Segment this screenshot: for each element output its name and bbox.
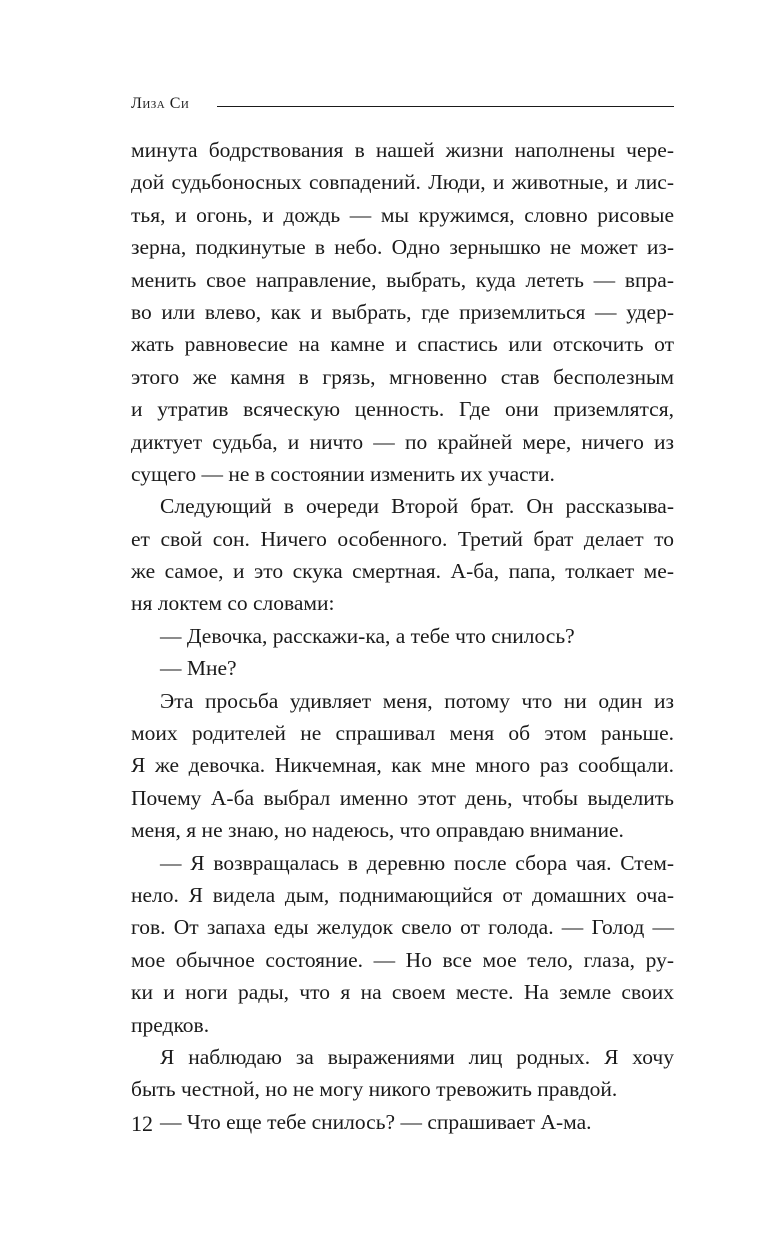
body-text [131, 134, 674, 1138]
text-line: моих родителей не спрашивал меня об этом раньше. [131, 721, 674, 746]
dialogue-line: — Что еще тебе снилось? — спрашивает А-ма. [160, 1109, 592, 1134]
text-line: дой судьбоносных совпадений. Люди, и животные, и лис- [131, 170, 674, 195]
text-line: Я наблюдаю за выражениями лиц родных. Я хочу [160, 1044, 674, 1069]
text-line: меня, я не знаю, но надеюсь, что оправдаю внимание. [131, 818, 624, 843]
text-line: Эта просьба удивляет меня, потому что ни один из [160, 688, 674, 713]
text-line: сущего — не в состоянии изменить их участи. [131, 461, 555, 486]
dialogue-line: — Девочка, расскажи-ка, а тебе что снилось? [160, 623, 575, 648]
text-line: Следующий в очереди Второй брат. Он рассказыва- [160, 494, 674, 519]
dialogue-line: — Мне? [160, 656, 237, 681]
text-line: гов. От запаха еды желудок свело от голода. — Голод — [131, 915, 674, 940]
text-line: этого же камня в грязь, мгновенно став бесполезным [131, 364, 674, 389]
text-line: ки и ноги рады, что я на своем месте. На земле своих [131, 980, 674, 1005]
text-line: жать равновесие на камне и спастись или отскочить от [131, 332, 674, 357]
text-line: минута бодрствования в нашей жизни наполнены чере- [131, 138, 674, 162]
page-number: 12 [131, 1111, 153, 1136]
running-head [131, 94, 674, 114]
text-line: быть честной, но не могу никого тревожить правдой. [131, 1077, 618, 1102]
author-name: Лиза Си [131, 95, 190, 112]
text-line: тья, и огонь, и дождь — мы кружимся, словно рисовые [131, 202, 674, 227]
text-line: менить свое направление, выбрать, куда лететь — впра- [131, 267, 674, 292]
text-line: же самое, и это скука смертная. А-ба, папа, толкает ме- [131, 559, 674, 584]
text-line: нело. Я видела дым, поднимающийся от домашних оча- [131, 882, 674, 907]
header-rule [217, 106, 674, 107]
text-line: предков. [131, 1012, 210, 1037]
text-line: Я же девочка. Никчемная, как мне много раз сообщали. [131, 753, 674, 778]
text-line: зерна, подкинутые в небо. Одно зернышко не может из- [131, 235, 674, 260]
dialogue-line: — Я возвращалась в деревню после сбора чая. Стем- [160, 850, 674, 875]
text-line: диктует судьба, и ничто — по крайней мере, ничего из [131, 429, 674, 454]
text-line: мое обычное состояние. — Но все мое тело, глаза, ру- [131, 947, 674, 972]
text-line: ет свой сон. Ничего особенного. Третий брат делает то [131, 526, 674, 551]
text-line: Почему А-ба выбрал именно этот день, чтобы выделить [131, 785, 674, 810]
text-line: и утратив всяческую ценность. Где они приземлятся, [131, 397, 674, 422]
text-line: во или влево, как и выбрать, где приземлиться — удер- [131, 299, 674, 324]
text-line: ня локтем со словами: [131, 591, 335, 616]
